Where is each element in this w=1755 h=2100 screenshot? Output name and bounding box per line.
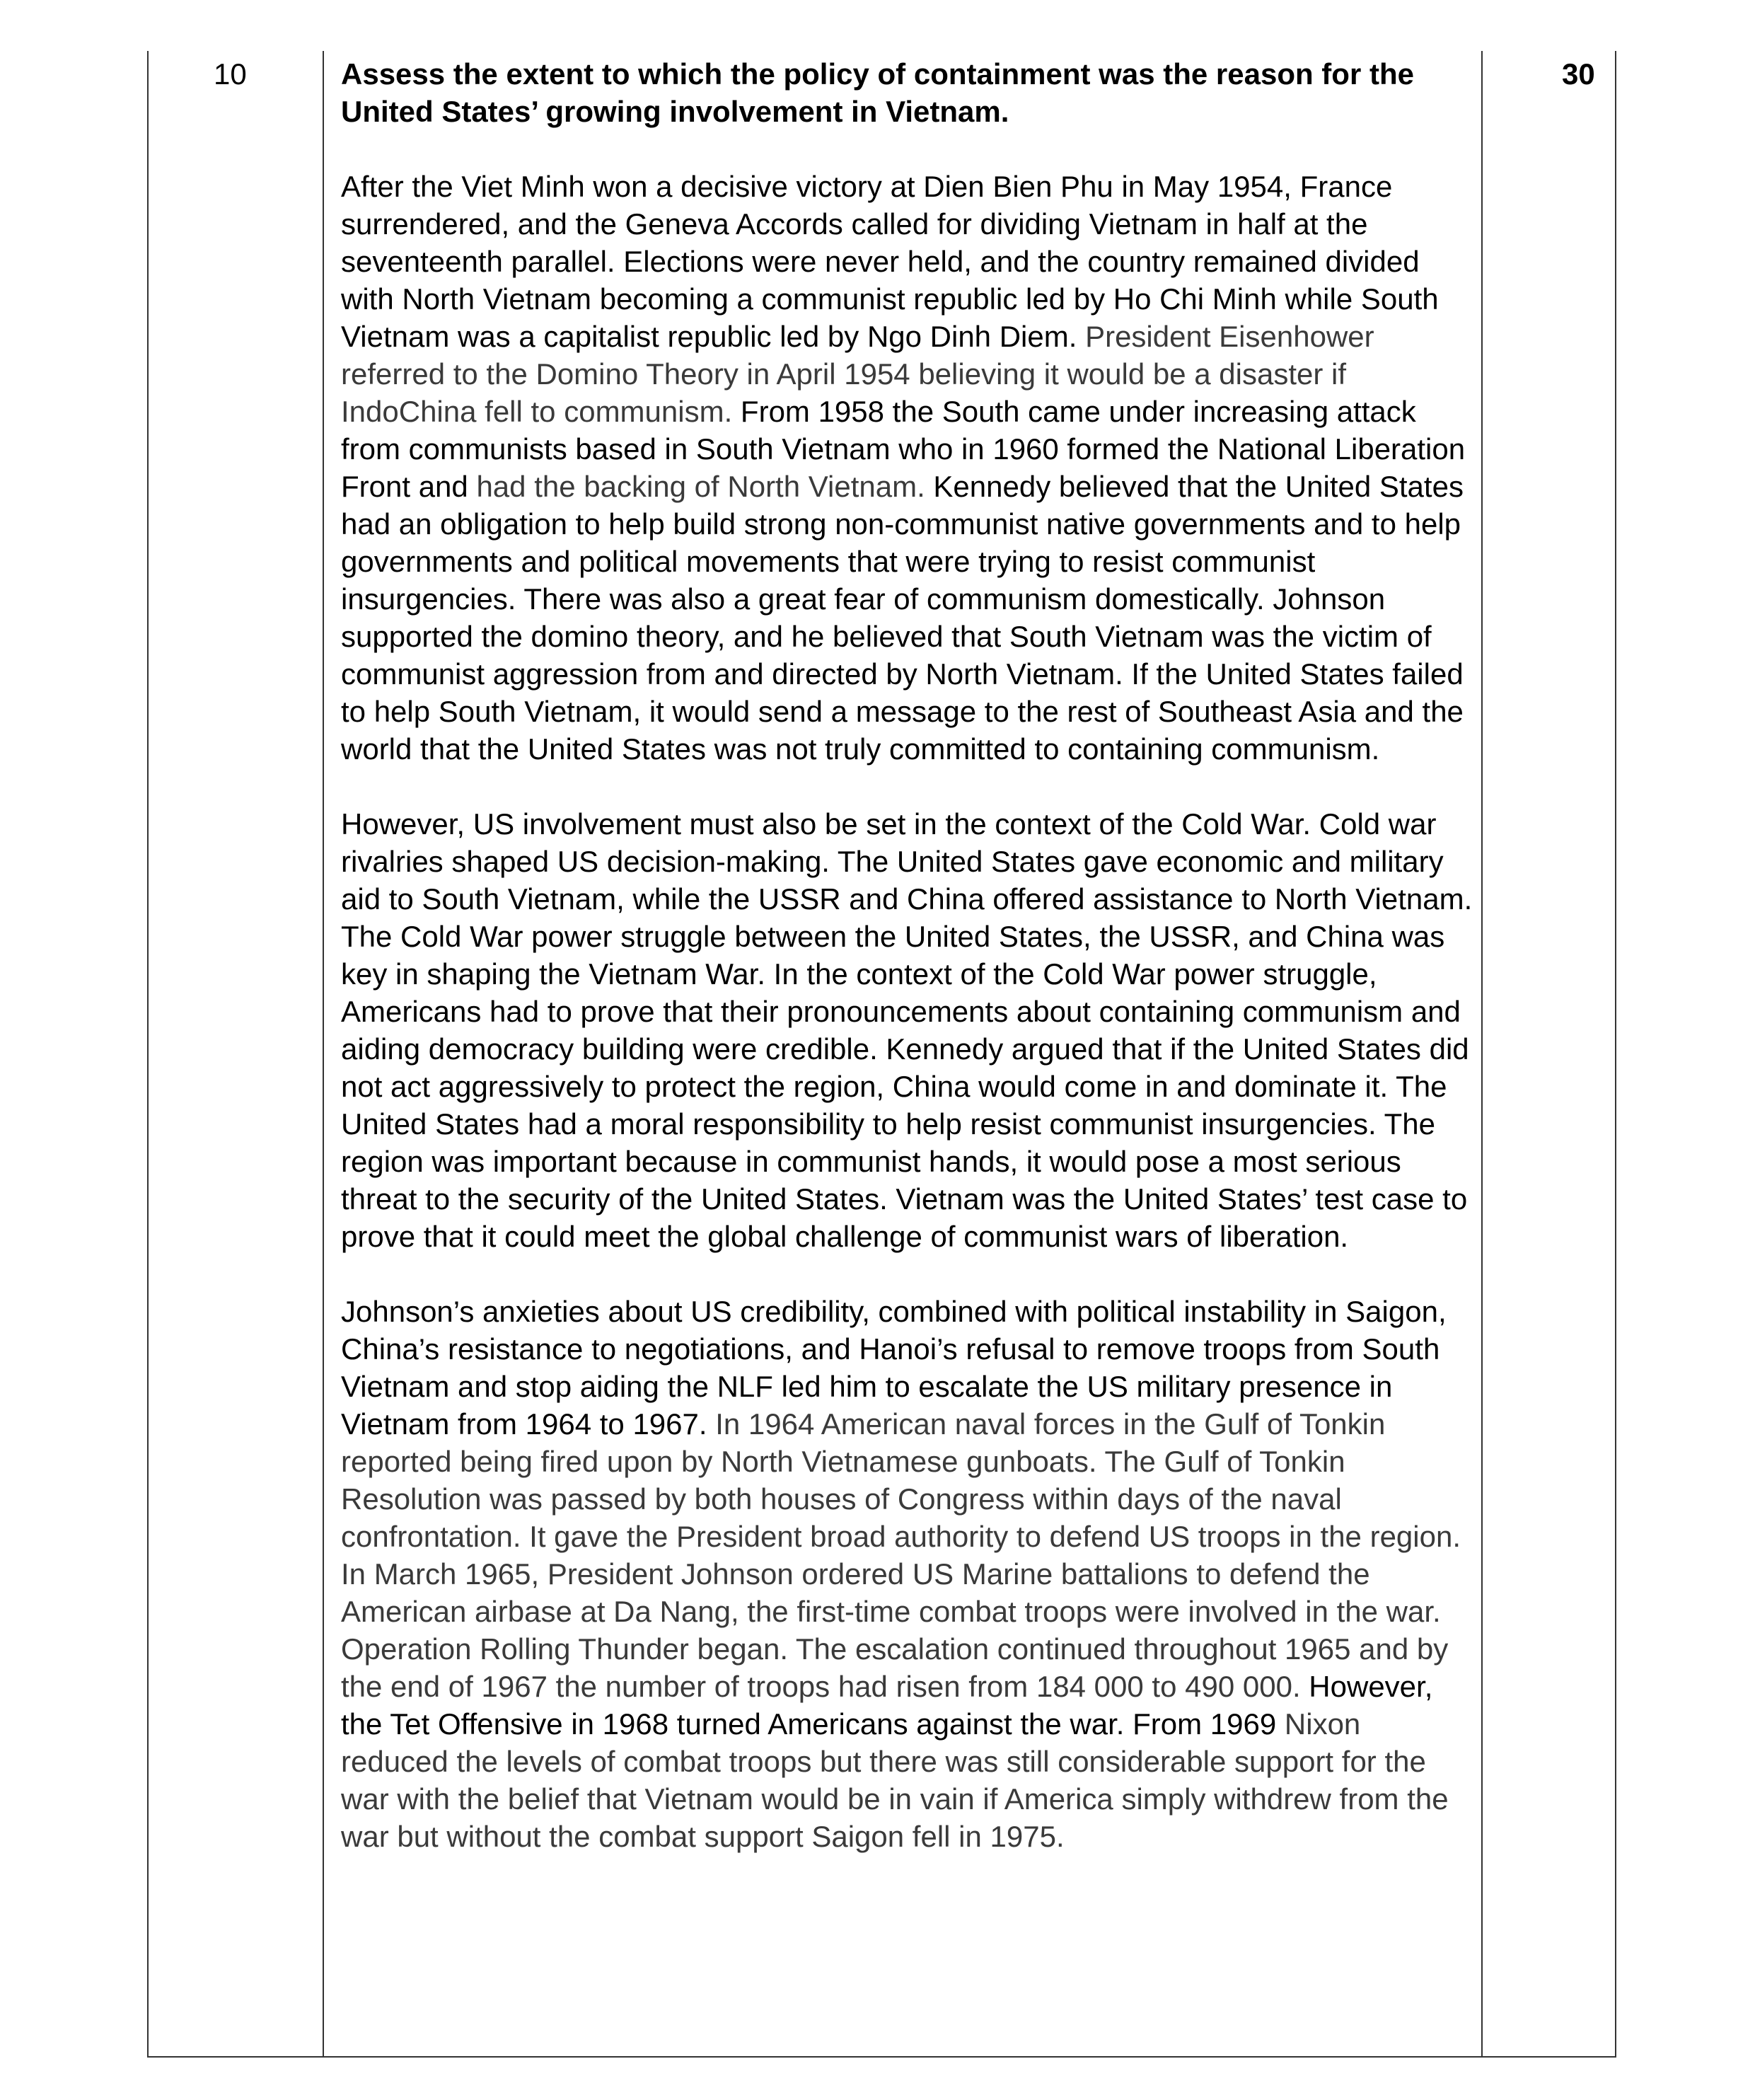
- answer-paragraph-1: [341, 168, 1473, 768]
- answer-paragraph-3: [341, 1293, 1473, 1855]
- column-divider-number: [323, 51, 324, 2058]
- answer-text-muted: had the backing of North Vietnam.: [476, 470, 925, 503]
- answer-paragraph-2: However, US involvement must also be set in the context of the Cold War. Cold war rivalries shaped US decision-making. The United States gave economic and military aid to South Vietnam, while the USSR and China offered assistance to North Vietnam. The Cold War power struggle between the United States, the USSR, and China was key in shaping the Vietnam War. In the context of the Cold War power struggle, Americans had to prove that their pronouncements about containing communism and aiding democracy building were credible. Kennedy argued that if the United States did not act aggressively to protect the region, China would come in and dominate it. The United States had a moral responsibility to help resist communist insurgencies. The region was important because in communist hands, it would pose a most serious threat to the security of the United States. Vietnam was the United States’ test case to prove that it could meet the global challenge of communist wars of liberation.: [341, 807, 1473, 1253]
- answer-text-muted: Nixon reduced the levels of combat troops but there was still considerable support for the war with the belief that Vietnam would be in vain if America simply withdrew from the war but without the combat support Saigon fell in 1975.: [341, 1707, 1449, 1853]
- column-divider-marks: [1481, 51, 1483, 2058]
- table-border-bottom: [147, 2056, 1616, 2058]
- answer-text: However, the Tet Offensive in 1968 turned Americans against the war. From 1969: [341, 1670, 1433, 1741]
- answer-column: [341, 55, 1473, 1855]
- answer-text: Johnson’s anxieties about US credibility, combined with political instability in Saigon, China’s resistance to negotiations, and Hanoi’s refusal to remove troops from South Vietnam and stop aiding the NLF led him to escalate the US military presence in Vietnam from 1964 to 1967.: [341, 1295, 1447, 1441]
- question-marks: 30: [1562, 57, 1595, 91]
- answer-text-muted: In 1964 American naval forces in the Gulf of Tonkin reported being fired upon by North Vietnamese gunboats. The Gulf of Tonkin Resolution was passed by both houses of Congress within days of the naval confrontation. It gave the President broad authority to defend US troops in the region. In March 1965, President Johnson ordered US Marine battalions to defend the American airbase at Da Nang, the first-time combat troops were involved in the war. Operation Rolling Thunder began. The escalation continued throughout 1965 and by the end of 1967 the number of troops had risen from 184 000 to 490 000.: [341, 1407, 1461, 1703]
- question-number: 10: [214, 57, 247, 91]
- table-border-right: [1615, 51, 1616, 2058]
- answer-text-muted: President Eisenhower referred to the Domino Theory in April 1954 believing it would be a disaster if IndoChina fell to communism.: [341, 320, 1374, 428]
- answer-text: Kennedy believed that the United States had an obligation to help build strong non-communist native governments and to help governments and political movements that were trying to resist communist insurgencies. There was also a great fear of communism domestically. Johnson supported the domino theory, and he believed that South Vietnam was the victim of communist aggression from and directed by North Vietnam. If the United States failed to help South Vietnam, it would send a message to the rest of Southeast Asia and the world that the United States was not truly committed to containing communism.: [341, 470, 1464, 766]
- answer-text: From 1958 the South came under increasing attack from communists based in South Vietnam who in 1960 formed the National Liberation Front and: [341, 395, 1466, 503]
- answer-text: After the Viet Minh won a decisive victory at Dien Bien Phu in May 1954, France surrendered, and the Geneva Accords called for dividing Vietnam in half at the seventeenth parallel. Elections were never held, and the country remained divided with North Vietnam becoming a communist republic led by Ho Chi Minh while South Vietnam was a capitalist republic led by Ngo Dinh Diem.: [341, 170, 1439, 353]
- question-prompt: Assess the extent to which the policy of containment was the reason for the United States’ growing involvement in Vietnam.: [341, 57, 1414, 128]
- table-border-left: [147, 51, 149, 2058]
